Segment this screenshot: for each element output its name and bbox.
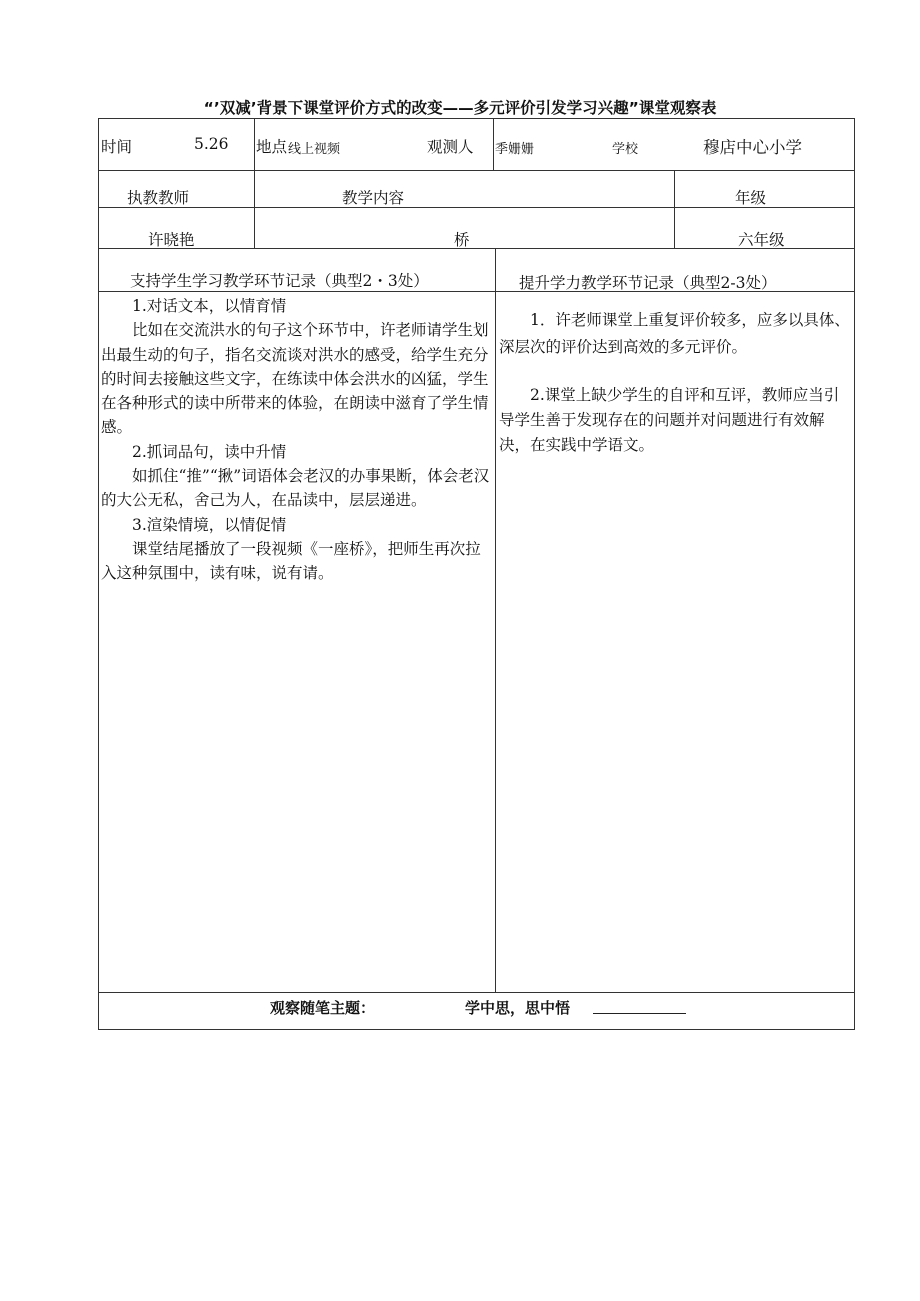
grade-label: 年级 (735, 189, 767, 207)
lesson-content: 桥 (454, 231, 470, 249)
left-record-heading: 2.抓词品句，读中升情 (132, 442, 287, 461)
page-title: “’双减’背景下课堂评价方式的改变——多元评价引发学习兴趣”课堂观察表 (203, 99, 717, 117)
observer-label: 观测人 (427, 138, 474, 156)
left-record-paragraph: 课堂结尾播放了一段视频《一座桥》，把师生再次拉入这种氛围中，读有味，说有请。 (101, 539, 481, 583)
footer-underline (593, 1013, 686, 1014)
right-section-header: 提升学力教学环节记录（典型2-3处） (519, 274, 777, 292)
left-record (101, 294, 490, 586)
observation-table (98, 118, 855, 1030)
teacher-label: 执教教师 (127, 189, 190, 207)
column-divider (495, 248, 496, 992)
right-record-paragraph: 2.课堂上缺少学生的自评和互评，教师应当引导学生善于发现存在的问题并对问题进行有效解决，在实践中学语文。 (499, 386, 840, 454)
observer-value: 季姗姗 (495, 142, 535, 157)
row-divider (99, 992, 854, 993)
left-section-header: 支持学生学习教学环节记录（典型2・3处） (130, 272, 429, 290)
left-record-heading: 1.对话文本，以情育情 (132, 297, 287, 315)
content-label: 教学内容 (342, 189, 405, 207)
footer-label: 观察随笔主题： (270, 999, 376, 1017)
left-record-heading: 3.渲染情境，以情促情 (132, 515, 287, 534)
left-record-paragraph: 比如在交流洪水的句子这个环节中，许老师请学生划出最生动的句子，指名交流谈对洪水的感受，给学生充分的时间去接触这些文字，在练读中体会洪水的凶猛，学生在各种形式的读中所带来的体验，在朗读中滋育了学生情感。 (101, 321, 489, 437)
column-divider (254, 170, 255, 248)
place-label: 地点 (256, 138, 288, 156)
column-divider (493, 119, 494, 170)
place-value: 线上视频 (288, 142, 341, 157)
time-value: 5.26 (194, 135, 229, 153)
time-label: 时间 (101, 138, 133, 156)
right-record (499, 307, 852, 458)
column-divider (254, 119, 255, 170)
school-label: 学校 (612, 142, 639, 157)
grade-value: 六年级 (738, 231, 785, 249)
footer-theme: 学中思，思中悟 (465, 999, 571, 1017)
row-divider (99, 170, 854, 171)
left-record-paragraph: 如抓住“推”“揪”词语体会老汉的办事果断，体会老汉的大公无私，舍己为人，在品读中，层层递进。 (101, 467, 490, 510)
teacher-name: 许晓艳 (148, 231, 195, 249)
column-divider (674, 170, 675, 248)
right-record-paragraph: 1．许老师课堂上重复评价较多，应多以具体、深层次的评价达到高效的多元评价。 (499, 311, 850, 356)
school-value: 穆店中心小学 (703, 138, 802, 157)
